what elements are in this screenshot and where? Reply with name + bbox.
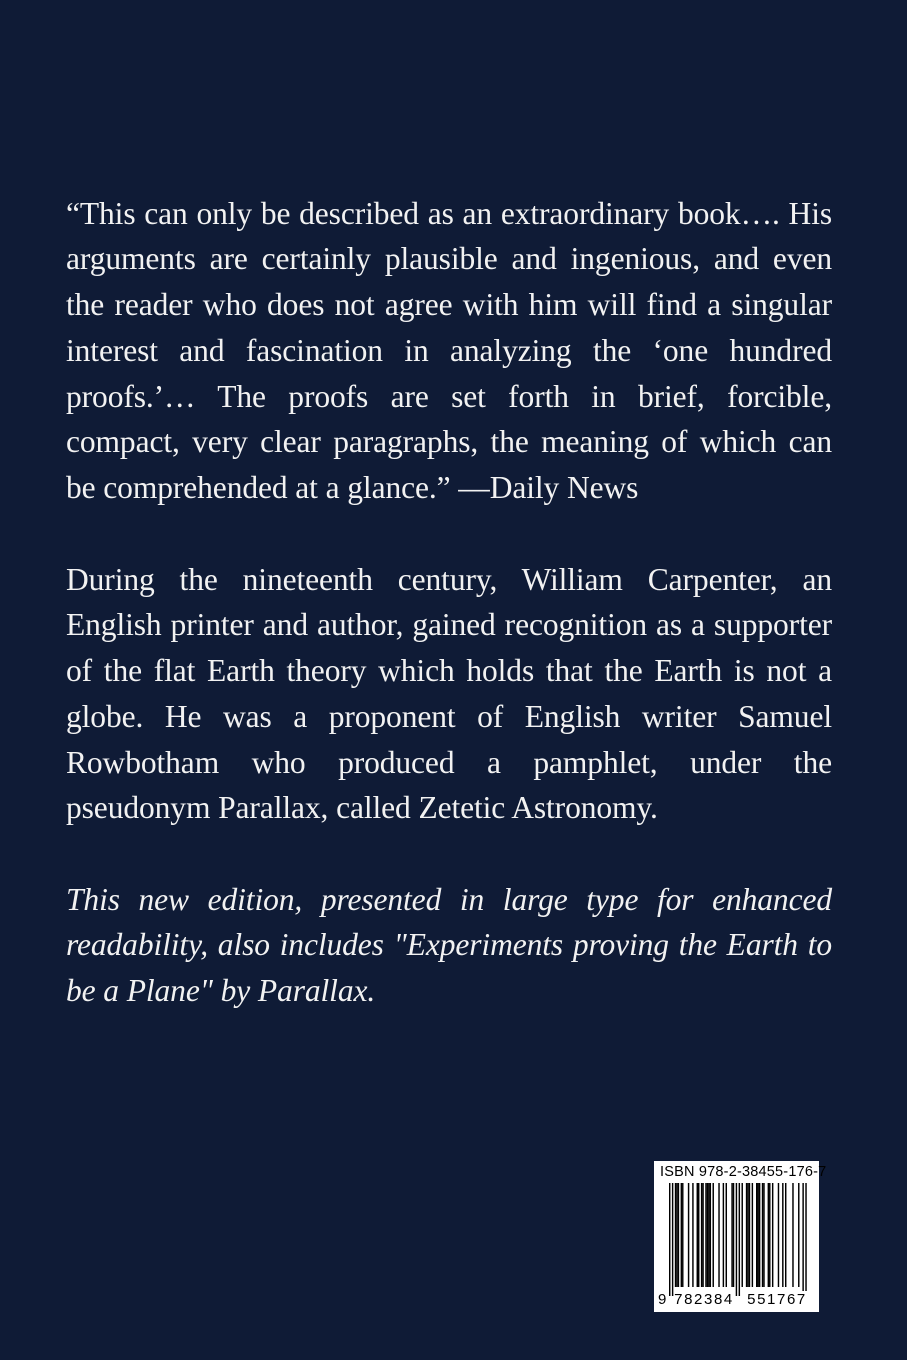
barcode-bar [749,1183,750,1287]
barcode-bar [763,1183,764,1287]
barcode-bar [739,1183,740,1296]
barcode-bar [697,1183,698,1287]
isbn-label: ISBN 978-2-38455-176-7 [660,1164,827,1180]
book-description: During the nineteenth century, William Carpenter, an English printer and author, gained recognition as a supporter of the flat Earth theory which holds that the Earth is not a globe. He was a proponent of English writer Samuel Rowbotham who produced a pamphlet, under the pseudonym Parallax, called Zetetic Astronomy. [66,561,832,826]
barcode-bar [713,1183,714,1287]
barcode-bar [757,1183,758,1287]
barcode-bar [742,1183,743,1287]
ean-first-digit: 9 [658,1291,667,1308]
barcode-bar [692,1183,693,1287]
ean-left-group: 782384 [674,1291,734,1308]
barcode-bar [756,1183,757,1287]
barcode-bar [772,1183,773,1287]
barcode-bar [733,1183,734,1287]
barcode-bar [708,1183,709,1287]
barcode-bar [723,1183,724,1287]
barcode-bar [792,1183,793,1287]
barcode-bar [681,1183,682,1287]
barcode-bar [778,1183,779,1287]
barcode-bar [736,1183,737,1296]
barcode-bar [769,1183,770,1287]
barcode-bar [672,1183,673,1296]
barcode-bar [782,1183,783,1287]
barcode-bars [659,1183,814,1296]
barcode-bar [682,1183,683,1287]
barcode-bar [752,1183,753,1287]
barcode-bar [747,1183,748,1287]
barcode-bar [675,1183,676,1287]
barcode-bar [707,1183,708,1287]
barcode-bar [678,1183,679,1287]
barcode-bar [759,1183,760,1287]
edition-note: This new edition, presented in large type for enhanced readability, also includes "Experiments proving the Earth to be a Plane" by Parallax. [66,881,832,1009]
barcode-bar [702,1183,703,1287]
barcode-bar [802,1183,803,1296]
barcode-bar [726,1183,727,1287]
barcode-bar [718,1183,719,1287]
barcode-bar [710,1183,711,1287]
ean-right-group: 551767 [744,1291,810,1308]
barcode-bar [701,1183,702,1287]
barcode-bar [688,1183,689,1287]
barcode-bar [698,1183,699,1287]
barcode-bar [805,1183,806,1296]
barcode-bar [798,1183,799,1287]
barcode-bar [705,1183,706,1287]
review-quote: “This can only be described as an extraordinary book…. His arguments are certainly plausible and ingenious, and even the reader who does not agree with him will find a singular interest and fascination in analyzing the ‘one hundred proofs.’… The proofs are set forth in brief, forcible, compact, very clear paragraphs, the meaning of which can be comprehended at a glance.” —Daily News [66,195,832,506]
barcode-bar [762,1183,763,1287]
barcode-bar [731,1183,732,1287]
ean-digits [654,1289,819,1311]
barcode-bar [785,1183,786,1287]
barcode-bar [676,1183,677,1287]
isbn-barcode [654,1161,827,1312]
barcode-bar [768,1183,769,1287]
barcode-bar [669,1183,670,1296]
barcode-bar [746,1183,747,1287]
